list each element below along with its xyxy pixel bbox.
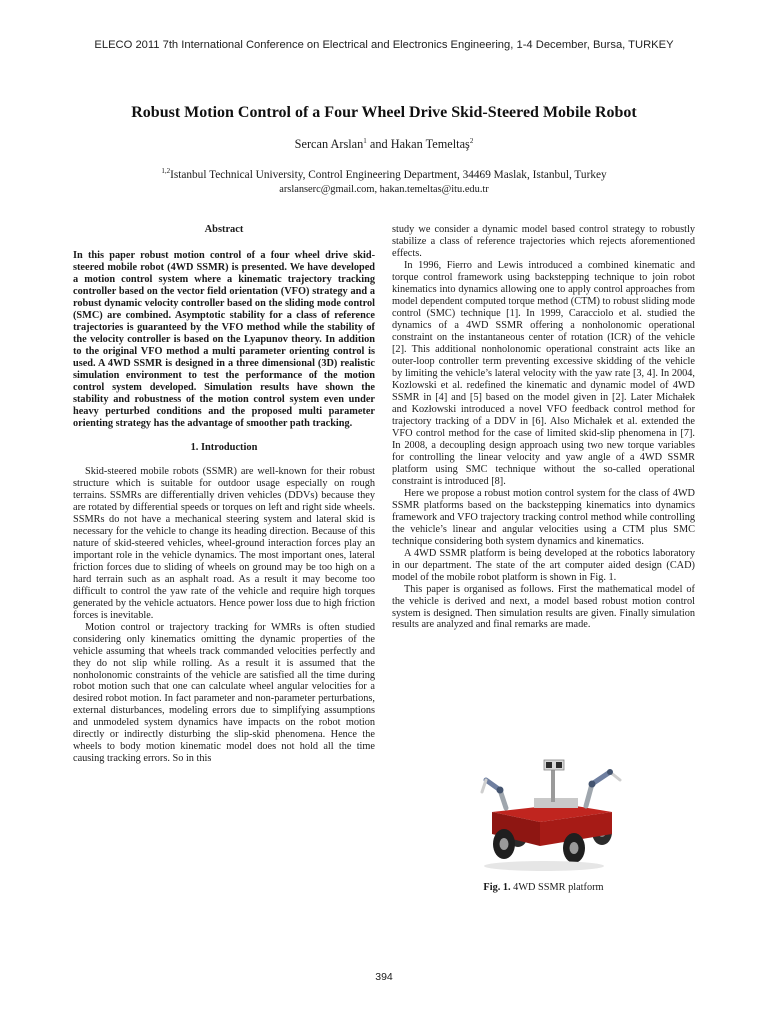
figure-caption-text: 4WD SSMR platform xyxy=(510,882,604,893)
paper-title: Robust Motion Control of a Four Wheel Drive Skid-Steered Mobile Robot xyxy=(131,104,637,121)
authors-conjunction: and xyxy=(366,137,391,151)
author-1-name: Sercan Arslan xyxy=(294,137,364,151)
intro-paragraph-4: Here we propose a robust motion control system for the class of 4WD SSMR platforms based on the backstepping kinematics into dynamics framework and VFO trajectory tracking control method while controlling the vehicle’s linear and angular velocities using a CTM plus SMC technique considering both system dynamics and kinematics. xyxy=(392,487,695,547)
robot-figure xyxy=(474,746,626,874)
author-2-name: Hakan Temeltaş xyxy=(390,137,470,151)
right-column xyxy=(392,224,695,631)
right-arm xyxy=(586,769,620,806)
intro-paragraph-6: This paper is organised as follows. First the mathematical model of the vehicle is derived and next, a model based robust motion control system is designed. Then simulation results are given. Finally simulation results are analyzed and final remarks are made. xyxy=(392,583,695,631)
left-arm xyxy=(482,780,506,808)
page-number: 394 xyxy=(375,971,393,983)
intro-paragraph-2-continued: study we consider a dynamic model based control strategy to robustly stabilize a class of reference trajectories which rejects aforementioned effects. xyxy=(392,224,695,259)
robot-illustration xyxy=(474,746,626,874)
author-1-affiliation-mark: 1 xyxy=(363,136,367,145)
left-column xyxy=(73,224,375,765)
introduction-heading: 1. Introduction xyxy=(190,441,258,453)
intro-paragraph-1: Skid-steered mobile robots (SSMR) are well-known for their robust structure which is suitable for outdoor usage especially on rough terrains. SSMRs are differentially driven vehicles (DDVs) because they are rotated by differential speeds or torques on left and right side wheels. SSMRs do not have a mechanical steering system and lateral skid is necessary for the vehicle to change its heading direction. Because of this nature of skid-steered vehicles, wheel-ground interaction forces play an important role in the vehicle dynamics. The most important ones, lateral friction forces due to sliding of wheels on ground may be too high on a hard terrain such as an asphalt road. As a result it may become too difficult to control the yaw rate of the vehicle and require high torques generated by the vehicle actuators. Hence power loss due to high friction forces is inevitable. xyxy=(73,465,375,621)
intro-paragraph-2: Motion control or trajectory tracking for WMRs is often studied considering only kinematics omitting the dynamic properties of the vehicle assuming that wheels track commanded velocities perfectly and they do not slip while rolling. As a result it is assumed that the nonholonomic constraints of the vehicle are satisfied all the time during robot motion such that one can calculate wheel angular velocities for a desired robot motion. In fact parameter and non-parameter perturbations, external disturbances, modeling errors due to simplifying assumptions and unmodeled system dynamics have impacts on the robot motion directly or indirectly disturbing the slip-skid phenomena. Hence the wheels to body motion kinematic model does not hold all the time causing tracking errors. So in this xyxy=(73,621,375,765)
author-emails: arslanserc@gmail.com, hakan.temeltas@itu.edu.tr xyxy=(279,184,489,195)
affiliation-text: Istanbul Technical University, Control Engineering Department, 34469 Maslak, Istanbul, Turkey xyxy=(170,169,607,181)
abstract-text: In this paper robust motion control of a four wheel drive skid-steered mobile robot (4WD SSMR) is presented. We have developed a motion control system where a kinematic trajectory tracking controller based on the vector field orientation (VFO) strategy and a robust dynamic velocity controller based on the sliding mode control (SMC) are combined. Asymptotic stability for a class of reference trajectories is guaranteed by the VFO method while the stability of the velocity controller is based on the Lyapunov theory. In addition to the original VFO method a multi parameter orienting control is used. A 4WD SSMR is designed in a three dimensional (3D) realistic simulation environment to test the performance of the motion control system developed. Simulation results have shown the stability and robustness of the motion control system even under heavy perturbed conditions and the proposed multi parameter orienting strategy has the advantage of smoother path tracking. xyxy=(73,250,375,429)
affiliation-mark: 1,2 xyxy=(161,167,171,176)
abstract-heading: Abstract xyxy=(204,224,244,235)
intro-paragraph-3: In 1996, Fierro and Lewis introduced a combined kinematic and torque control framework using backstepping technique to join robot kinematics into dynamics allowing one to apply control approaches from model dependent computed torque method (CTM) to robust sliding mode control (SMC) technique [1]. In 1999, Caracciolo et al. studied the dynamics of a 4WD SSMR offering a nonholonomic operational constraint on the instantaneous center of rotation (ICR) of the vehicle [2]. This additional nonholonomic operational constraint acts like an outer-loop controller term preventing excessive skidding of the vehicle by limiting the vehicle’s lateral velocity with the yaw rate [3, 4]. In 2004, Kozlowski et al. redefined the kinematic and dynamic model of 4WD SSMR in [4] and [5] based on the model given in [2]. Later Michałek and Kozłowski introduced a novel VFO feedback control method for trajectory tracking of a DDV in [6]. Also Michałek et al. extended the VFO control method for the case of limited skid-slip phenomena in [7]. In 2008, a decoupling design approach using two new torque variables for controlling the linear velocity and yaw angle of a 4WD SSMR platform using SMC technique without the so-called operational constraint is introduced [8]. xyxy=(392,259,695,487)
figure-caption xyxy=(392,882,695,893)
author-2-affiliation-mark: 2 xyxy=(469,136,474,145)
front-wheel-left xyxy=(493,829,515,859)
affiliation xyxy=(0,169,768,181)
intro-paragraph-5: A 4WD SSMR platform is being developed at the robotics laboratory in our department. The state of the art computer aided design (CAD) model of the mobile robot platform is shown in Fig. 1. xyxy=(392,547,695,583)
conference-header: ELECO 2011 7th International Conference on Electrical and Electronics Engineering, 1-4 December, Bursa, TURKEY xyxy=(94,39,674,51)
front-wheel-right xyxy=(563,833,585,863)
figure-label: Fig. 1. xyxy=(483,882,511,893)
authors xyxy=(0,137,768,152)
sensor-mast xyxy=(544,760,564,802)
